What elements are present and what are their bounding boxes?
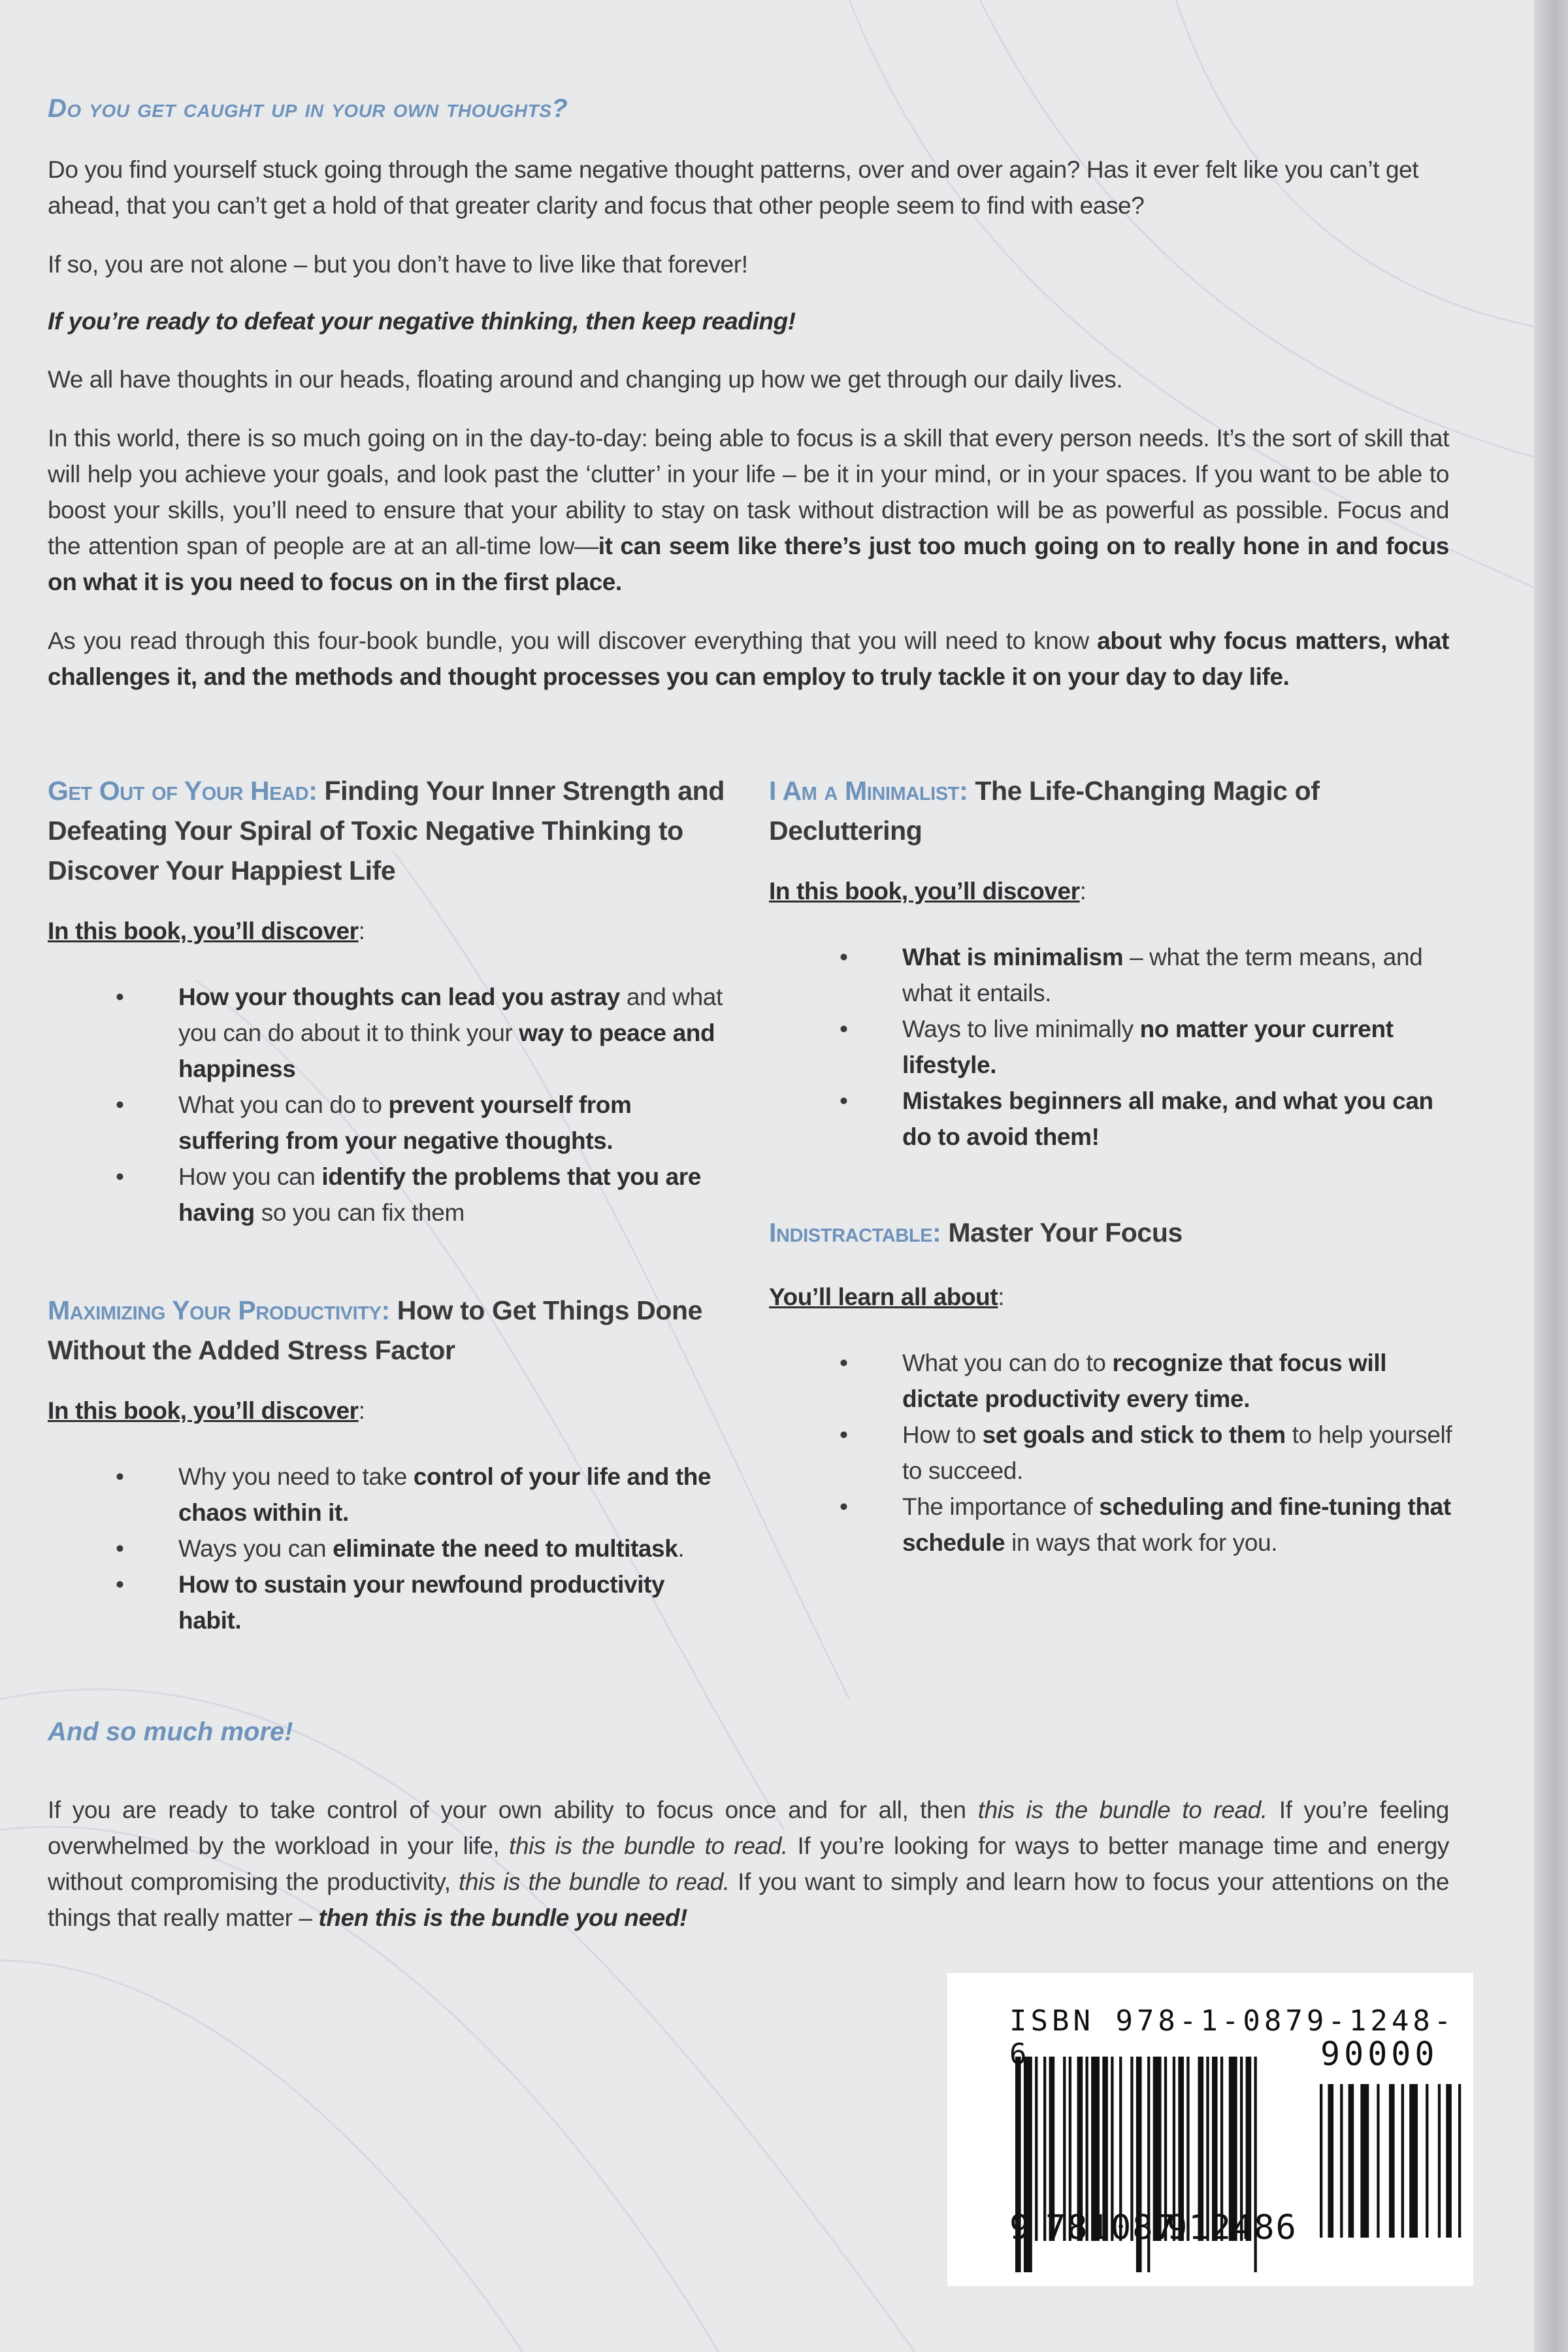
text-run: and what you can do about it to think your	[178, 984, 723, 1046]
intro-paragraph-4	[48, 361, 1449, 397]
barcode-addon-bar	[1360, 2084, 1369, 2238]
text-run: control of your life and the chaos within it.	[178, 1463, 711, 1526]
text-run: this is the bundle to read.	[508, 1832, 788, 1859]
bullet-item	[116, 979, 727, 1087]
text-run: recognize that focus will dictate productivity every time.	[902, 1350, 1387, 1412]
bullet-item	[116, 1159, 727, 1231]
text-run: Ways to live minimally	[902, 1016, 1140, 1042]
barcode-addon-bar	[1446, 2084, 1452, 2238]
barcode-left-digits: 781087	[1045, 2208, 1176, 2247]
text-run: What you can do to	[902, 1350, 1113, 1376]
barcode-addon-bar	[1320, 2084, 1322, 2238]
text-run: eliminate the need to multitask	[333, 1535, 678, 1562]
text-run: .	[678, 1535, 685, 1562]
book-series-name: I Am a Minimalist:	[769, 776, 968, 806]
bullet-icon: •	[116, 1571, 124, 1598]
text-run: prevent yourself from suffering from your negative thoughts.	[178, 1091, 632, 1154]
text-run: Ways you can	[178, 1535, 333, 1562]
text-run: no matter your current lifestyle.	[902, 1016, 1394, 1078]
text-run: How you can	[178, 1163, 322, 1190]
barcode-addon-bar	[1458, 2084, 1461, 2238]
book-subtitle: Master Your Focus	[941, 1217, 1183, 1248]
book-title	[48, 771, 727, 891]
bullet-item	[840, 1083, 1455, 1155]
bullet-icon: •	[116, 984, 124, 1010]
bullet-item	[116, 1566, 727, 1638]
text-run: We all have thoughts in our heads, floating around and changing up how we get through our daily lives.	[48, 366, 1123, 393]
bullet-item	[116, 1087, 727, 1159]
book-section-get-out-of-your-head	[48, 771, 727, 1231]
bullet-icon: •	[116, 1535, 124, 1562]
text-run: Mistakes beginners all make, and what you can do to avoid them!	[902, 1087, 1433, 1150]
colon: :	[358, 1397, 365, 1424]
bullet-icon: •	[116, 1091, 124, 1118]
colon: :	[358, 918, 365, 944]
book-series-name: Get Out of Your Head:	[48, 776, 318, 806]
intro-paragraph-5	[48, 420, 1449, 600]
book-title	[769, 1213, 1455, 1253]
colon: :	[998, 1284, 1005, 1310]
text-run: about why focus matters, what challenges it, and the methods and thought processes you can employ to truly tackle it on your day to day life.	[48, 627, 1449, 690]
text-run: in ways that work for you.	[1005, 1529, 1278, 1556]
text-run: The importance of	[902, 1493, 1100, 1520]
text-run: What is minimalism	[902, 944, 1124, 970]
text-run: In this world, there is so much going on in the day-to-day: being able to focus is a skill that every person needs. It’s the sort of skill that will help you achieve your goals, and look past the ‘clutter’ in your life – be it in your mind, or in your spaces. If you want to be able to boost your skills, you’ll need to ensure that your ability to stay on task without distraction will be as powerful as possible. Focus and the attention span of people are at an all-time low—	[48, 425, 1449, 559]
text-run: How to sustain your newfound productivity habit.	[178, 1571, 665, 1634]
text-run: to help yourself to succeed.	[902, 1421, 1452, 1484]
main-heading: Do you get caught up in your own thoughts?	[48, 94, 568, 123]
closing-paragraph	[48, 1792, 1449, 1936]
text-run: then this is the bundle you need!	[318, 1904, 687, 1931]
intro-paragraph-2	[48, 246, 1449, 282]
book-section-indistractable	[769, 1213, 1455, 1561]
text-run: If you’re ready to defeat your negative thinking, then keep reading!	[48, 308, 796, 335]
text-run: If you’re looking for ways to better manage time and energy without compromising the productivity,	[48, 1832, 1449, 1895]
bullet-icon: •	[116, 1463, 124, 1490]
bullet-list	[116, 979, 727, 1231]
bullet-list	[840, 939, 1455, 1155]
barcode-addon-digits: 90000	[1320, 2035, 1439, 2073]
book-subtitle: The Life-Changing Magic of Decluttering	[769, 776, 1320, 846]
bullet-icon: •	[840, 1016, 848, 1042]
bullet-item	[116, 1531, 727, 1566]
intro-paragraph-1	[48, 152, 1449, 224]
text-run: it can seem like there’s just too much going on to really hone in and focus on what it is you need to focus on in the first place.	[48, 533, 1449, 595]
barcode-addon-bar	[1377, 2084, 1379, 2238]
bullet-item	[840, 1489, 1455, 1561]
section-label: In this book, you’ll discover	[769, 878, 1080, 904]
text-run: Do you find yourself stuck going through the same negative thought patterns, over and over again? Has it ever felt like you can’t get ahead, that you can’t get a hold of that greater clarity and focus that other people seem to find with ease?	[48, 156, 1419, 219]
bullet-icon: •	[840, 1493, 848, 1520]
text-run: If you are ready to take control of your own ability to focus once and for all, then	[48, 1797, 978, 1823]
bullet-item	[840, 1011, 1455, 1083]
isbn-barcode	[947, 1973, 1473, 2286]
text-run: As you read through this four-book bundle, you will discover everything that you will need to know	[48, 627, 1098, 654]
bullet-icon: •	[116, 1163, 124, 1190]
text-run: How to	[902, 1421, 983, 1448]
book-series-name: Indistractable:	[769, 1217, 941, 1248]
and-so-much-more: And so much more!	[48, 1717, 293, 1746]
bullet-item	[116, 1459, 727, 1531]
book-title	[48, 1291, 727, 1370]
barcode-addon-bar	[1348, 2084, 1354, 2238]
text-run: identify the problems that you are having	[178, 1163, 701, 1226]
isbn-text: ISBN 978-1-0879-1248-6	[1009, 2004, 1456, 2071]
book-subtitle: Finding Your Inner Strength and Defeating Your Spiral of Toxic Negative Thinking to Discover Your Happiest Life	[48, 776, 725, 886]
text-run: way to peace and happiness	[178, 1019, 715, 1082]
barcode-bar	[1035, 2057, 1037, 2241]
barcode-addon-bar	[1389, 2084, 1395, 2238]
bullet-item	[840, 1345, 1455, 1417]
bullet-item	[840, 1417, 1455, 1489]
text-run: so you can fix them	[254, 1199, 465, 1226]
text-run: – what the term means, and what it entails.	[902, 944, 1423, 1006]
text-run: scheduling and fine-tuning that schedule	[902, 1493, 1451, 1556]
barcode-addon-bar	[1426, 2084, 1428, 2238]
book-title	[769, 771, 1455, 851]
colon: :	[1079, 878, 1086, 904]
book-series-name: Maximizing Your Productivity:	[48, 1295, 390, 1325]
book-section-maximizing-productivity	[48, 1291, 727, 1638]
intro-paragraph-6	[48, 623, 1449, 695]
barcode-addon-bar	[1409, 2084, 1418, 2238]
text-run: If you’re feeling overwhelmed by the workload in your life,	[48, 1797, 1449, 1859]
bullet-icon: •	[840, 1421, 848, 1448]
bullet-icon: •	[840, 944, 848, 970]
barcode-addon-bar	[1340, 2084, 1343, 2238]
barcode-addon-bar	[1328, 2084, 1333, 2238]
section-label: You’ll learn all about	[769, 1284, 998, 1310]
bullet-list	[840, 1345, 1455, 1561]
text-run: How your thoughts can lead you astray	[178, 984, 620, 1010]
text-run: this is the bundle to read.	[458, 1868, 730, 1895]
bullet-icon: •	[840, 1350, 848, 1376]
text-run: If you want to simply and learn how to focus your attentions on the things that really matter –	[48, 1868, 1449, 1931]
section-label: In this book, you’ll discover	[48, 918, 359, 944]
text-run: What you can do to	[178, 1091, 389, 1118]
text-run: Why you need to take	[178, 1463, 414, 1490]
intro-paragraph-3	[48, 303, 1449, 339]
barcode-addon-bar	[1401, 2084, 1404, 2238]
bullet-icon: •	[840, 1087, 848, 1114]
barcode-addon-bar	[1438, 2084, 1441, 2238]
bullet-list	[116, 1459, 727, 1638]
text-run: this is the bundle to read.	[977, 1797, 1267, 1823]
book-subtitle: How to Get Things Done Without the Added Stress Factor	[48, 1295, 702, 1365]
book-section-minimalist	[769, 771, 1455, 1155]
text-run: If so, you are not alone – but you don’t have to live like that forever!	[48, 251, 748, 278]
barcode-right-digits: 912486	[1167, 2208, 1298, 2247]
barcode-lead-digit: 9	[1009, 2208, 1030, 2247]
bullet-item	[840, 939, 1455, 1011]
section-label: In this book, you’ll discover	[48, 1397, 359, 1424]
text-run: set goals and stick to them	[982, 1421, 1286, 1448]
